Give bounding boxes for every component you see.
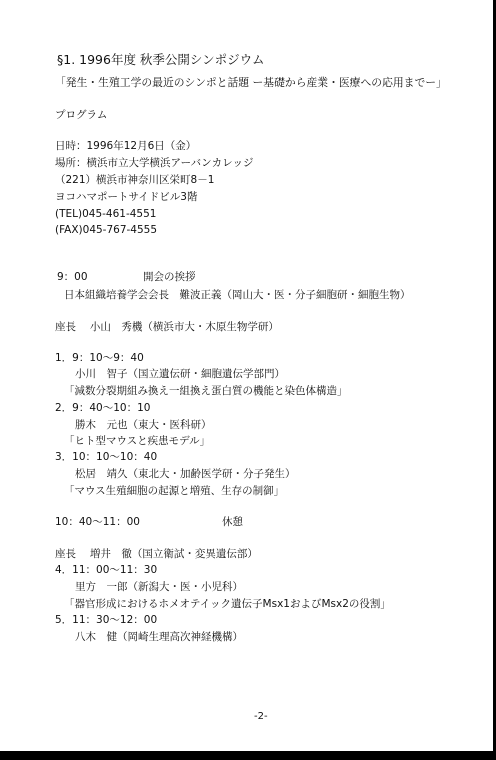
- break-time: 10：40～11：00: [55, 516, 140, 528]
- talk-5-time: 5．11：30～12：00: [55, 614, 158, 626]
- page-title: §1. 1996年度 秋季公開シンポジウム: [57, 52, 265, 67]
- talk-3-time: 3．10：10～10：40: [55, 451, 158, 463]
- talk-1-time: 1．9：10～9：40: [55, 352, 144, 364]
- talk-1-speaker: 小川 智子（国立遺伝研・細胞遺伝学部門）: [75, 368, 285, 380]
- fax-line: (FAX)045-767-4555: [55, 224, 158, 236]
- opening-label: 開会の挨拶: [143, 271, 196, 283]
- date-line: 日時：1996年12月6日（金）: [55, 140, 197, 152]
- talk-2-time: 2．9：40～10：10: [55, 402, 151, 414]
- talk-2-speaker: 勝木 元也（東大・医科研）: [75, 419, 212, 431]
- talk-4-title: 「器官形成におけるホメオテイック遺伝子Msx1およびMsx2の役割」: [64, 598, 391, 610]
- talk-3-title: 「マウス生殖細胞の起源と増殖、生存の制御」: [64, 485, 285, 497]
- address-line: （221）横浜市神奈川区栄町8－1: [55, 174, 215, 186]
- talk-3-speaker: 松居 靖久（東北大・加齢医学研・分子発生）: [75, 468, 296, 480]
- opening-speaker: 日本組織培養学会会長 難波正義（岡山大・医・分子細胞研・細胞生物）: [64, 289, 411, 301]
- talk-5-speaker: 八木 健（岡崎生理高次神経機構）: [75, 631, 243, 643]
- chair-2: 座長 増井 徹（国立衛試・変異遺伝部）: [55, 548, 258, 560]
- tel-line: (TEL)045-461-4551: [55, 208, 157, 220]
- building-line: ヨコハマポートサイドビル3階: [55, 191, 198, 203]
- talk-4-time: 4．11：00～11：30: [55, 564, 158, 576]
- symposium-subtitle: 「発生・生殖工学の最近のシンポと話題 ー基礎から産業・医療への応用までー」: [55, 76, 447, 89]
- opening-time: 9：00: [57, 271, 88, 283]
- scan-edge-bottom: [0, 751, 496, 760]
- place-line: 場所：横浜市立大学横浜アーバンカレッジ: [55, 157, 254, 169]
- program-heading: プログラム: [55, 109, 108, 121]
- talk-2-title: 「ヒト型マウスと疾患モデル」: [64, 435, 211, 447]
- talk-4-speaker: 里方 一郎（新潟大・医・小児科）: [75, 581, 243, 593]
- page-number: -2-: [254, 711, 268, 722]
- break-label: 休憩: [222, 516, 243, 528]
- chair-1: 座長 小山 秀機（横浜市大・木原生物学研）: [55, 321, 279, 333]
- talk-1-title: 「減数分裂期組み換え一組換え蛋白質の機能と染色体構造」: [64, 385, 348, 397]
